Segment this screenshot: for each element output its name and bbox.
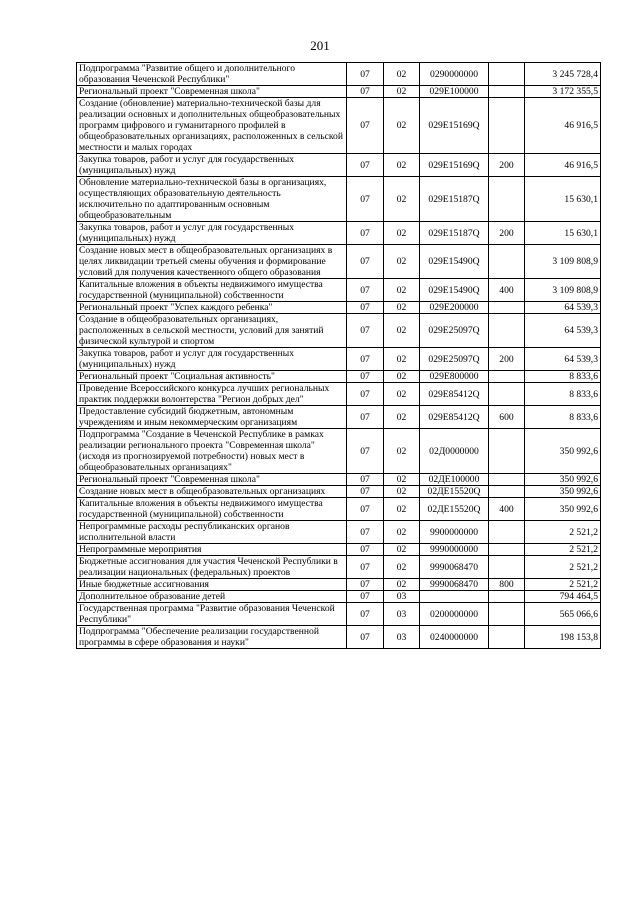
- row-amount-cell: 350 992,6: [525, 498, 601, 521]
- row-expense-type-cell: [489, 86, 525, 98]
- row-section-cell: 07: [347, 383, 384, 406]
- table-row: [77, 591, 601, 603]
- row-section-cell: 07: [347, 177, 384, 222]
- table-row: [77, 222, 601, 245]
- row-subsection-cell: 02: [384, 279, 420, 302]
- row-target-item-cell: 9990068470: [420, 556, 489, 579]
- row-target-item-cell: 9900000000: [420, 521, 489, 544]
- row-subsection-cell: 02: [384, 98, 420, 154]
- row-expense-type-cell: [489, 245, 525, 279]
- row-target-item-cell: 9990000000: [420, 544, 489, 556]
- table-row: [77, 177, 601, 222]
- row-section-cell: 07: [347, 314, 384, 348]
- row-target-item-cell: 029E100000: [420, 86, 489, 98]
- table-row: [77, 486, 601, 498]
- row-section-cell: 07: [347, 591, 384, 603]
- row-section-cell: 07: [347, 98, 384, 154]
- row-target-item-cell: 0200000000: [420, 603, 489, 626]
- row-subsection-cell: 03: [384, 603, 420, 626]
- table-row: [77, 383, 601, 406]
- row-subsection-cell: 03: [384, 626, 420, 649]
- page-number: 201: [310, 38, 330, 53]
- table-row: [77, 154, 601, 177]
- row-subsection-cell: 02: [384, 383, 420, 406]
- row-subsection-cell: 02: [384, 406, 420, 429]
- row-section-cell: 07: [347, 348, 384, 371]
- row-name-cell: Закупка товаров, работ и услуг для государственных (муниципальных) нужд: [77, 154, 347, 177]
- row-amount-cell: 64 539,3: [525, 302, 601, 314]
- row-name-cell: Иные бюджетные ассигнования: [77, 579, 347, 591]
- row-section-cell: 07: [347, 154, 384, 177]
- table-row: [77, 245, 601, 279]
- row-target-item-cell: 029E15169Q: [420, 154, 489, 177]
- table-row: [77, 521, 601, 544]
- row-subsection-cell: 02: [384, 474, 420, 486]
- row-section-cell: 07: [347, 429, 384, 474]
- row-subsection-cell: 02: [384, 556, 420, 579]
- row-expense-type-cell: [489, 63, 525, 86]
- row-amount-cell: 2 521,2: [525, 579, 601, 591]
- row-amount-cell: 350 992,6: [525, 474, 601, 486]
- table-row: [77, 86, 601, 98]
- row-section-cell: 07: [347, 498, 384, 521]
- row-subsection-cell: 02: [384, 498, 420, 521]
- row-amount-cell: 8 833,6: [525, 383, 601, 406]
- row-amount-cell: 8 833,6: [525, 406, 601, 429]
- row-expense-type-cell: 400: [489, 498, 525, 521]
- row-expense-type-cell: [489, 177, 525, 222]
- row-section-cell: 07: [347, 63, 384, 86]
- row-amount-cell: 64 539,3: [525, 348, 601, 371]
- row-subsection-cell: 02: [384, 245, 420, 279]
- row-target-item-cell: [420, 591, 489, 603]
- row-name-cell: Обновление материально-технической базы в организациях, осуществляющих образовательную деятельность исключительно по адаптированным основным общеобразовательным: [77, 177, 347, 222]
- row-section-cell: 07: [347, 406, 384, 429]
- row-subsection-cell: 02: [384, 544, 420, 556]
- row-section-cell: 07: [347, 222, 384, 245]
- row-name-cell: Подпрограмма "Создание в Чеченской Республике в рамках реализации регионального проекта "Современная школа" (исходя из прогнозируемой потребности) новых мест в общеобразовательных организациях": [77, 429, 347, 474]
- row-name-cell: Закупка товаров, работ и услуг для государственных (муниципальных) нужд: [77, 222, 347, 245]
- row-name-cell: Непрограммные расходы республиканских органов исполнительной власти: [77, 521, 347, 544]
- row-amount-cell: 15 630,1: [525, 177, 601, 222]
- row-subsection-cell: 03: [384, 591, 420, 603]
- row-amount-cell: 350 992,6: [525, 429, 601, 474]
- table-row: [77, 302, 601, 314]
- row-amount-cell: 350 992,6: [525, 486, 601, 498]
- row-expense-type-cell: 200: [489, 348, 525, 371]
- row-amount-cell: 46 916,5: [525, 98, 601, 154]
- row-amount-cell: 2 521,2: [525, 544, 601, 556]
- row-name-cell: Региональный проект "Успех каждого ребенка": [77, 302, 347, 314]
- row-amount-cell: 2 521,2: [525, 556, 601, 579]
- row-name-cell: Предоставление субсидий бюджетным, автономным учреждениям и иным некоммерческим организациям: [77, 406, 347, 429]
- row-section-cell: 07: [347, 626, 384, 649]
- table-row: [77, 579, 601, 591]
- table-row: [77, 279, 601, 302]
- row-expense-type-cell: 200: [489, 222, 525, 245]
- row-section-cell: 07: [347, 556, 384, 579]
- row-subsection-cell: 02: [384, 579, 420, 591]
- row-target-item-cell: 02ДЕ100000: [420, 474, 489, 486]
- row-subsection-cell: 02: [384, 86, 420, 98]
- table-row: [77, 603, 601, 626]
- row-target-item-cell: 9990068470: [420, 579, 489, 591]
- row-expense-type-cell: [489, 429, 525, 474]
- row-expense-type-cell: 200: [489, 154, 525, 177]
- row-section-cell: 07: [347, 579, 384, 591]
- row-name-cell: Создание новых мест в общеобразовательных организациях в целях ликвидации третьей смены обучения и формирование условий для получения качественного общего образования: [77, 245, 347, 279]
- row-expense-type-cell: 600: [489, 406, 525, 429]
- row-target-item-cell: 02ДЕ15520Q: [420, 498, 489, 521]
- table-row: [77, 406, 601, 429]
- row-amount-cell: 3 172 355,5: [525, 86, 601, 98]
- row-amount-cell: 3 109 808,9: [525, 279, 601, 302]
- row-target-item-cell: 029E25097Q: [420, 314, 489, 348]
- row-subsection-cell: 02: [384, 177, 420, 222]
- row-subsection-cell: 02: [384, 314, 420, 348]
- row-subsection-cell: 02: [384, 521, 420, 544]
- row-expense-type-cell: [489, 591, 525, 603]
- row-name-cell: Региональный проект "Современная школа": [77, 86, 347, 98]
- table-row: [77, 429, 601, 474]
- row-target-item-cell: 029E15187Q: [420, 177, 489, 222]
- row-amount-cell: 46 916,5: [525, 154, 601, 177]
- row-name-cell: Региональный проект "Современная школа": [77, 474, 347, 486]
- row-name-cell: Подпрограмма "Обеспечение реализации государственной программы в сфере образования и науки": [77, 626, 347, 649]
- row-target-item-cell: 0240000000: [420, 626, 489, 649]
- row-section-cell: 07: [347, 486, 384, 498]
- budget-table-body: [77, 63, 601, 649]
- row-subsection-cell: 02: [384, 222, 420, 245]
- row-name-cell: Бюджетные ассигнования для участия Чеченской Республики в реализации национальных (федеральных) проектов: [77, 556, 347, 579]
- row-amount-cell: 3 245 728,4: [525, 63, 601, 86]
- table-row: [77, 314, 601, 348]
- row-name-cell: Капитальные вложения в объекты недвижимого имущества государственной (муниципальной) собственности: [77, 279, 347, 302]
- table-row: [77, 626, 601, 649]
- row-amount-cell: 15 630,1: [525, 222, 601, 245]
- row-name-cell: Создание (обновление) материально-технической базы для реализации основных и дополнительных общеобразовательных программ цифрового и гуманитарного профилей в общеобразовательных организациях, расположенных в сельской местности и малых городах: [77, 98, 347, 154]
- row-expense-type-cell: [489, 314, 525, 348]
- row-expense-type-cell: 400: [489, 279, 525, 302]
- table-row: [77, 498, 601, 521]
- row-section-cell: 07: [347, 302, 384, 314]
- row-expense-type-cell: [489, 544, 525, 556]
- row-expense-type-cell: [489, 302, 525, 314]
- row-expense-type-cell: [489, 98, 525, 154]
- row-amount-cell: 198 153,8: [525, 626, 601, 649]
- row-section-cell: 07: [347, 245, 384, 279]
- row-target-item-cell: 029E25097Q: [420, 348, 489, 371]
- row-amount-cell: 8 833,6: [525, 371, 601, 383]
- row-amount-cell: 794 464,5: [525, 591, 601, 603]
- row-target-item-cell: 02ДЕ15520Q: [420, 486, 489, 498]
- row-target-item-cell: 029E15490Q: [420, 245, 489, 279]
- row-amount-cell: 2 521,2: [525, 521, 601, 544]
- row-amount-cell: 64 539,3: [525, 314, 601, 348]
- row-subsection-cell: 02: [384, 302, 420, 314]
- row-target-item-cell: 029E15490Q: [420, 279, 489, 302]
- row-expense-type-cell: [489, 486, 525, 498]
- row-target-item-cell: 0290000000: [420, 63, 489, 86]
- row-section-cell: 07: [347, 86, 384, 98]
- row-name-cell: Проведение Всероссийского конкурса лучших региональных практик поддержки волонтерства "Регион добрых дел": [77, 383, 347, 406]
- row-expense-type-cell: [489, 626, 525, 649]
- row-subsection-cell: 02: [384, 63, 420, 86]
- row-name-cell: Государственная программа "Развитие образования Чеченской Республики": [77, 603, 347, 626]
- row-expense-type-cell: [489, 371, 525, 383]
- table-row: [77, 474, 601, 486]
- row-expense-type-cell: [489, 383, 525, 406]
- table-row: [77, 63, 601, 86]
- row-target-item-cell: 029E800000: [420, 371, 489, 383]
- row-target-item-cell: 029E15169Q: [420, 98, 489, 154]
- row-target-item-cell: 029E85412Q: [420, 406, 489, 429]
- row-target-item-cell: 029E200000: [420, 302, 489, 314]
- row-subsection-cell: 02: [384, 429, 420, 474]
- row-expense-type-cell: 800: [489, 579, 525, 591]
- table-row: [77, 371, 601, 383]
- table-row: [77, 556, 601, 579]
- table-row: [77, 544, 601, 556]
- row-section-cell: 07: [347, 544, 384, 556]
- row-name-cell: Закупка товаров, работ и услуг для государственных (муниципальных) нужд: [77, 348, 347, 371]
- row-name-cell: Создание новых мест в общеобразовательных организациях: [77, 486, 347, 498]
- row-expense-type-cell: [489, 521, 525, 544]
- row-expense-type-cell: [489, 474, 525, 486]
- row-name-cell: Непрограммные мероприятия: [77, 544, 347, 556]
- row-section-cell: 07: [347, 603, 384, 626]
- table-row: [77, 348, 601, 371]
- row-subsection-cell: 02: [384, 371, 420, 383]
- row-subsection-cell: 02: [384, 486, 420, 498]
- row-name-cell: Дополнительное образование детей: [77, 591, 347, 603]
- row-name-cell: Создание в общеобразовательных организациях, расположенных в сельской местности, условий для занятий физической культурой и спортом: [77, 314, 347, 348]
- row-amount-cell: 3 109 808,9: [525, 245, 601, 279]
- row-target-item-cell: 029E85412Q: [420, 383, 489, 406]
- row-name-cell: Подпрограмма "Развитие общего и дополнительного образования Чеченской Республики": [77, 63, 347, 86]
- row-target-item-cell: 02Д0000000: [420, 429, 489, 474]
- budget-table: [76, 62, 601, 649]
- row-name-cell: Региональный проект "Социальная активность": [77, 371, 347, 383]
- row-section-cell: 07: [347, 371, 384, 383]
- row-subsection-cell: 02: [384, 348, 420, 371]
- row-name-cell: Капитальные вложения в объекты недвижимого имущества государственной (муниципальной) собственности: [77, 498, 347, 521]
- row-expense-type-cell: [489, 556, 525, 579]
- table-row: [77, 98, 601, 154]
- row-amount-cell: 565 066,6: [525, 603, 601, 626]
- row-expense-type-cell: [489, 603, 525, 626]
- row-target-item-cell: 029E15187Q: [420, 222, 489, 245]
- row-subsection-cell: 02: [384, 154, 420, 177]
- row-section-cell: 07: [347, 474, 384, 486]
- row-section-cell: 07: [347, 279, 384, 302]
- row-section-cell: 07: [347, 521, 384, 544]
